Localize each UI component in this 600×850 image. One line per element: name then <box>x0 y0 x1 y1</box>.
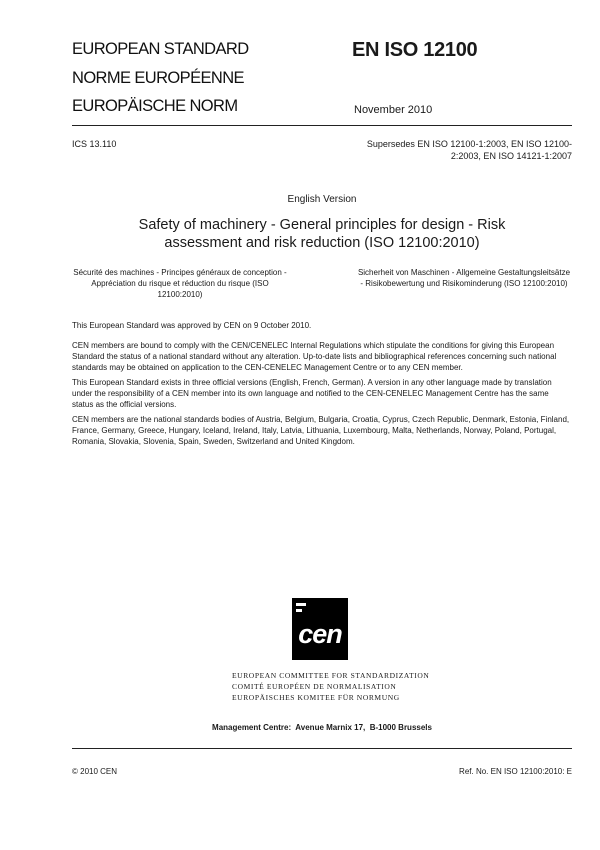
standard-type-de: EUROPÄISCHE NORM <box>72 97 238 115</box>
publication-date: November 2010 <box>354 104 433 116</box>
org-name-de: EUROPÄISCHES KOMITEE FÜR NORMUNG <box>232 693 400 702</box>
language-version: English Version <box>287 194 357 205</box>
compliance-paragraph: CEN members are bound to comply with the CEN/CENELEC Internal Regulations which stipulate the conditions for giving this European Standard the status of a national standard without any alteration. Up-to-date lists and bibliographical references concerning such national standards may be obtained on application to the CEN-CENELEC Management Centre or to any CEN member. <box>72 341 557 372</box>
approval-paragraph: This European Standard was approved by CEN on 9 October 2010. <box>72 321 312 330</box>
standard-type-en: EUROPEAN STANDARD <box>72 40 249 58</box>
title-french: Sécurité des machines - Principes généraux de conception - Appréciation du risque et réduction du risque (ISO 12100:2010) <box>73 268 287 299</box>
management-centre-address: Management Centre: Avenue Marnix 17, B-1000 Brussels <box>212 723 432 732</box>
standard-type-fr: NORME EUROPÉENNE <box>72 69 244 87</box>
reference-number: Ref. No. EN ISO 12100:2010: E <box>459 767 572 776</box>
versions-paragraph: This European Standard exists in three official versions (English, French, German). A version in any other language made by translation under the responsibility of a CEN member into its own language and notified to the CEN-CENELEC Management Centre has the same status as the official versions. <box>72 378 552 409</box>
cen-logo <box>288 596 352 662</box>
title-german: Sicherheit von Maschinen - Allgemeine Gestaltungsleitsätze - Risikobewertung und Risikominderung (ISO 12100:2010) <box>357 268 571 288</box>
org-name-fr: COMITÉ EUROPÉEN DE NORMALISATION <box>232 682 397 691</box>
document-title: Safety of machinery - General principles for design - Risk assessment and risk reduction (ISO 12100:2010) <box>138 217 506 251</box>
svg-text:cen: cen <box>298 619 342 649</box>
members-paragraph: CEN members are the national standards bodies of Austria, Belgium, Bulgaria, Croatia, Cyprus, Czech Republic, Denmark, Estonia, Finland, France, Germany, Greece, Hungary, Iceland, Ireland, Italy, Latvia, Lithuania, Luxembourg, Malta, Netherlands, Norway, Poland, Portugal, Romania, Slovakia, Slovenia, Spain, Sweden, Switzerland and United Kingdom. <box>72 415 570 446</box>
supersedes-note: Supersedes EN ISO 12100-1:2003, EN ISO 12100-2:2003, EN ISO 14121-1:2007 <box>366 139 572 161</box>
document-number: EN ISO 12100 <box>352 39 478 61</box>
copyright-notice: © 2010 CEN <box>72 767 118 776</box>
header-divider <box>72 125 572 126</box>
org-name-en: EUROPEAN COMMITTEE FOR STANDARDIZATION <box>232 671 430 680</box>
footer-divider <box>72 748 572 749</box>
ics-code: ICS 13.110 <box>72 139 117 149</box>
